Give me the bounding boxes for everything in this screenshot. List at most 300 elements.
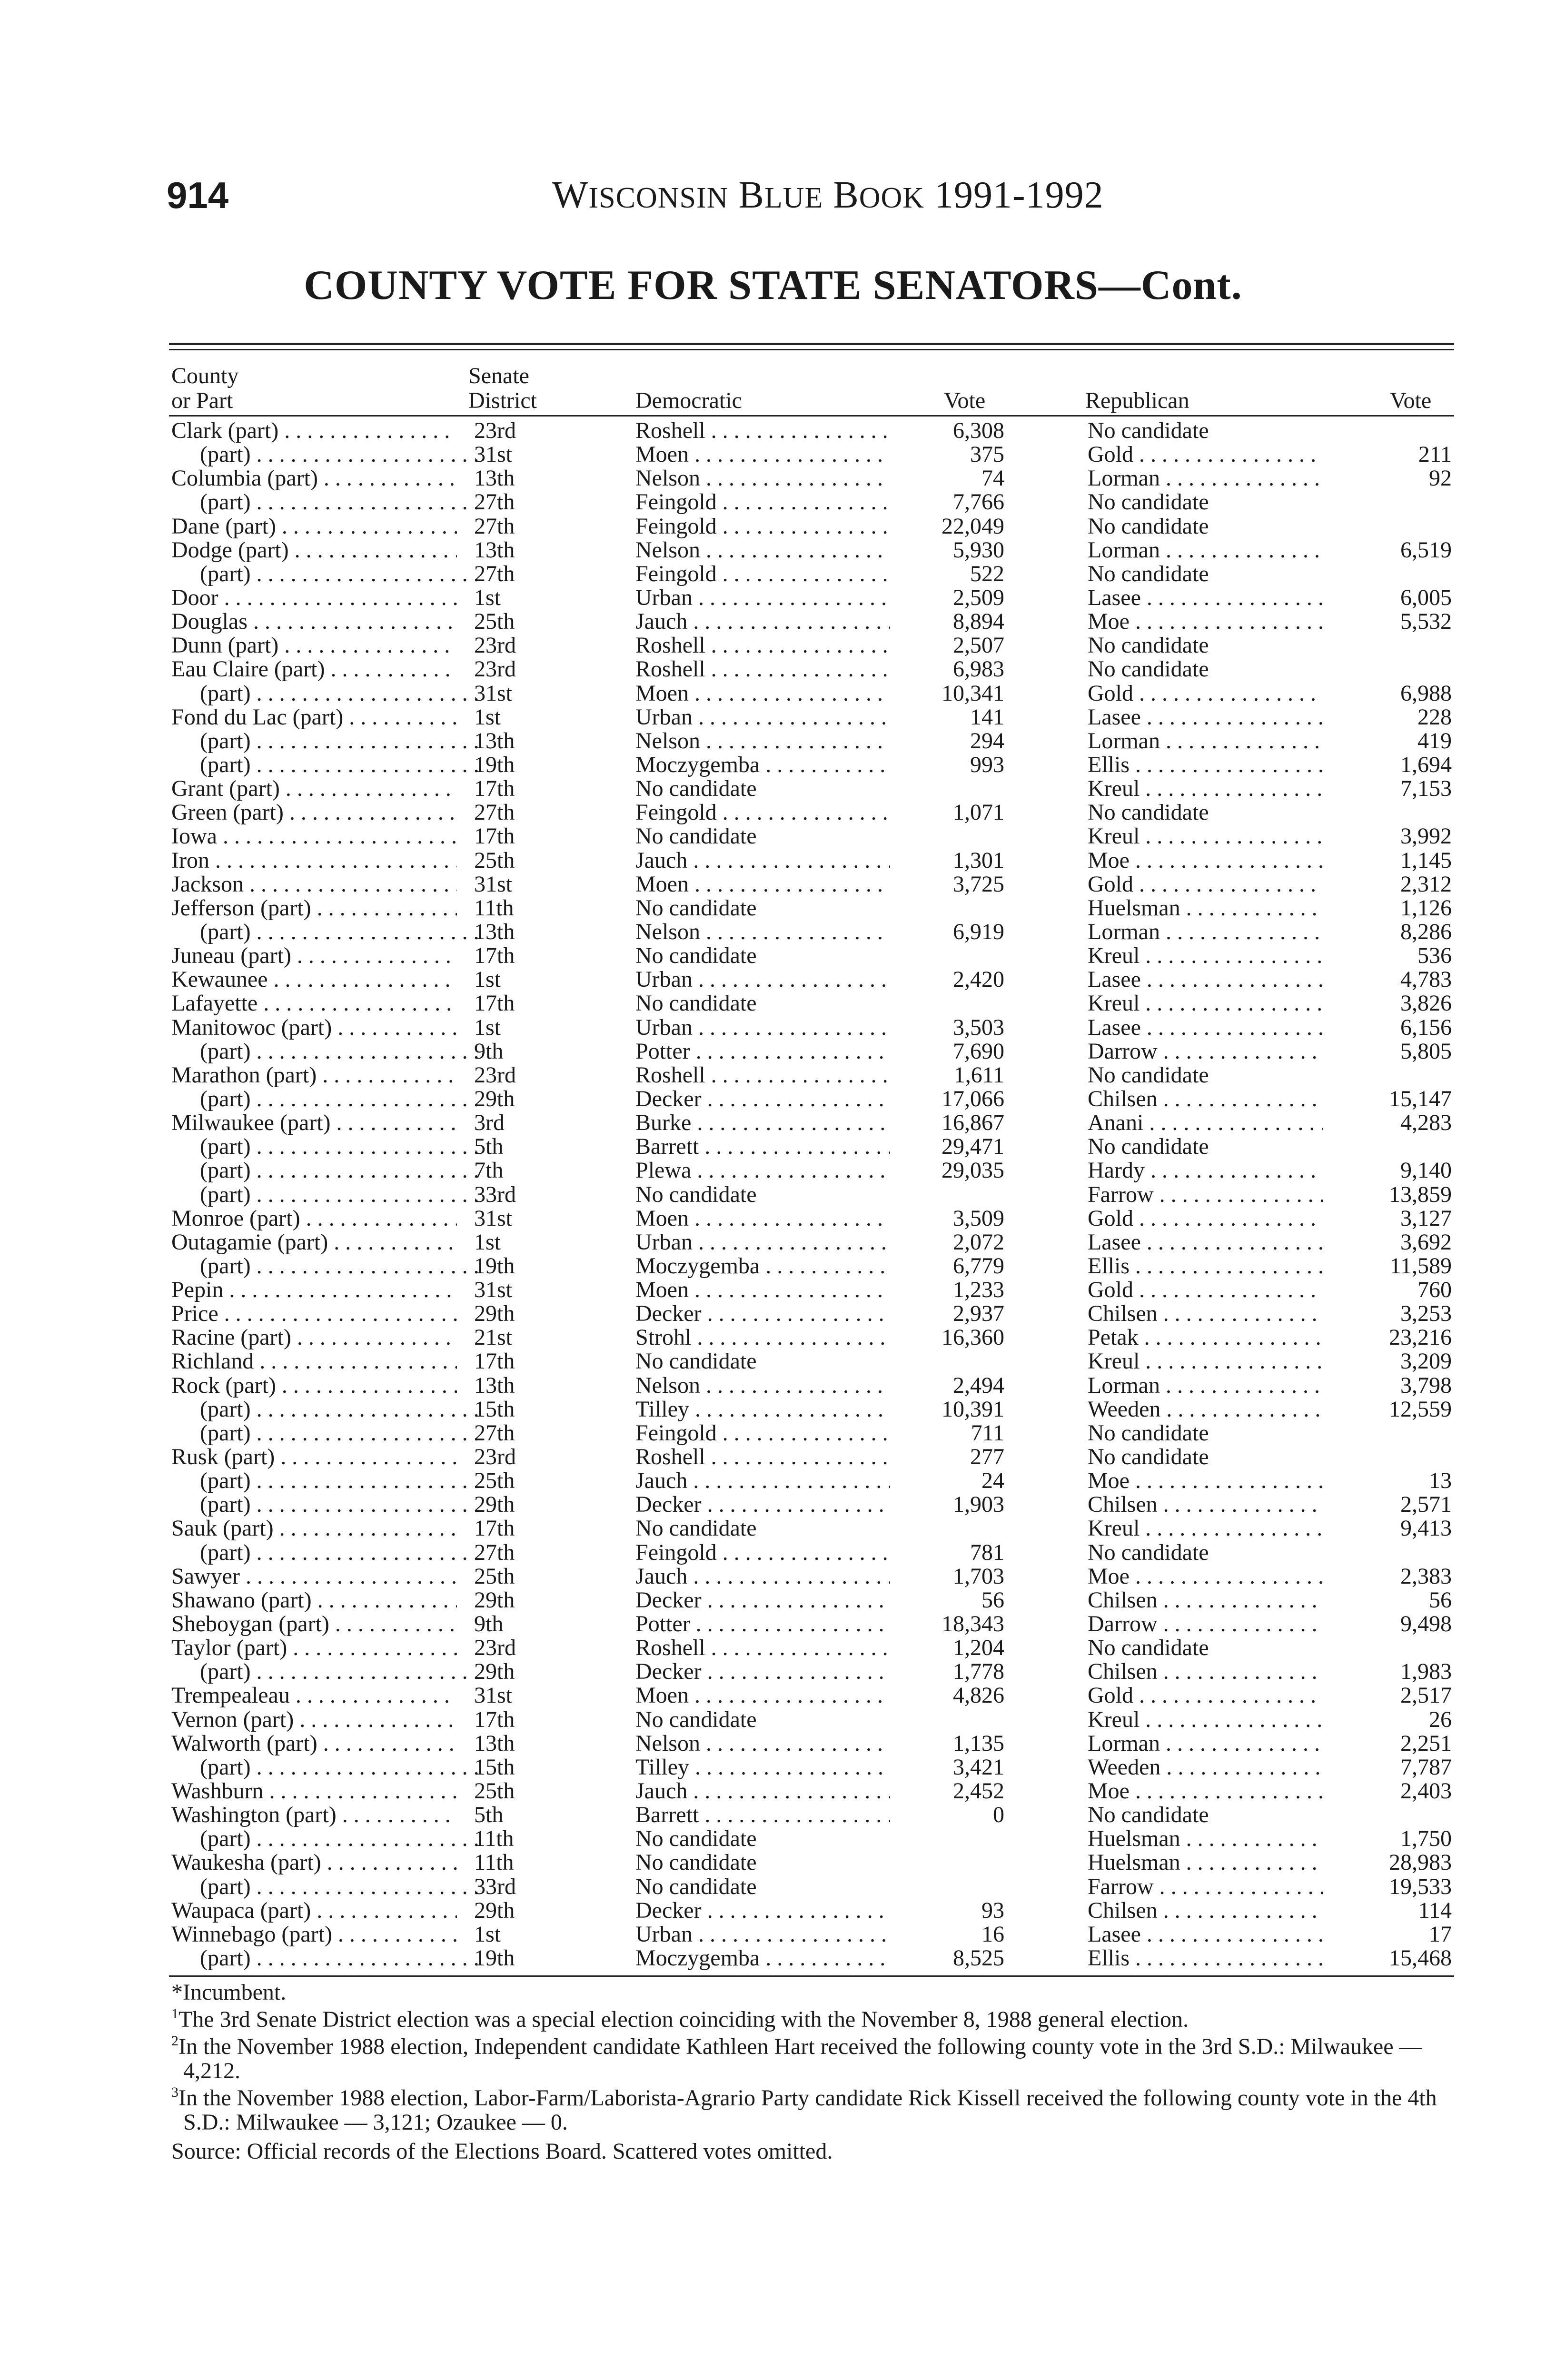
district-cell: 13th: [474, 920, 515, 944]
county-cell: Dane (part) . . .: [171, 515, 457, 538]
table-row: [0, 1374, 1546, 1398]
district-cell: 25th: [474, 1564, 515, 1588]
democratic-vote-cell: 6,779: [890, 1254, 1004, 1278]
republican-vote-cell: 114: [1323, 1899, 1452, 1923]
democratic-candidate-cell: Roshell . . .: [635, 1636, 926, 1660]
democratic-vote-cell: 711: [890, 1421, 1004, 1445]
district-cell: 31st: [474, 443, 513, 467]
table-row: [0, 729, 1546, 753]
county-cell: Walworth (part) . . .: [171, 1732, 457, 1755]
county-cell: (part) . . .: [171, 443, 486, 466]
county-cell: (part) . . .: [171, 1183, 486, 1207]
county-cell: Dunn (part) . . .: [171, 634, 457, 657]
democratic-vote-cell: 10,391: [890, 1398, 1004, 1421]
county-cell: Washington (part) . . .: [171, 1803, 457, 1827]
district-cell: 31st: [474, 1278, 513, 1302]
republican-candidate-cell: Anani . . .: [1088, 1111, 1378, 1135]
district-cell: 3rd: [474, 1111, 505, 1135]
district-cell: 13th: [474, 538, 515, 562]
county-cell: Iron . . .: [171, 849, 457, 873]
district-cell: 27th: [474, 514, 515, 538]
republican-candidate-cell: No candidate: [1088, 657, 1209, 682]
table-row: [0, 1946, 1546, 1970]
republican-vote-cell: 15,147: [1323, 1087, 1452, 1111]
county-cell: Sawyer . . .: [171, 1565, 457, 1588]
democratic-vote-cell: 1,903: [890, 1493, 1004, 1517]
democratic-candidate-cell: Feingold . . .: [635, 1421, 926, 1445]
county-cell: Taylor (part) . . .: [171, 1636, 457, 1660]
table-row: [0, 1565, 1546, 1588]
republican-vote-cell: 9,498: [1323, 1612, 1452, 1636]
table-row: [0, 1135, 1546, 1159]
county-cell: Price . . .: [171, 1302, 457, 1326]
republican-vote-cell: 2,383: [1323, 1565, 1452, 1588]
democratic-vote-cell: 5,930: [890, 538, 1004, 562]
democratic-vote-cell: 18,343: [890, 1612, 1004, 1636]
republican-vote-cell: 2,571: [1323, 1493, 1452, 1517]
republican-vote-cell: 7,153: [1323, 777, 1452, 801]
column-header-republican: Republican: [1085, 388, 1189, 413]
republican-candidate-cell: No candidate: [1088, 490, 1209, 515]
table-row: [0, 1063, 1546, 1087]
table-row: [0, 1421, 1546, 1445]
republican-vote-cell: 8,286: [1323, 920, 1452, 944]
republican-candidate-cell: Kreul . . .: [1088, 777, 1378, 801]
vote-table: [0, 419, 1546, 1970]
county-cell: (part) . . .: [171, 1469, 486, 1493]
democratic-candidate-cell: No candidate: [635, 777, 757, 801]
democratic-vote-cell: 375: [890, 443, 1004, 466]
republican-vote-cell: 1,694: [1323, 753, 1452, 777]
district-cell: 25th: [474, 1779, 515, 1804]
republican-candidate-cell: Kreul . . .: [1088, 1708, 1378, 1732]
republican-candidate-cell: Lasee . . .: [1088, 1230, 1378, 1254]
democratic-candidate-cell: Nelson . . .: [635, 920, 926, 944]
republican-candidate-cell: No candidate: [1088, 514, 1209, 538]
republican-candidate-cell: No candidate: [1088, 562, 1209, 586]
table-row: [0, 1899, 1546, 1923]
republican-vote-cell: 1,145: [1323, 849, 1452, 873]
district-cell: 29th: [474, 1588, 515, 1612]
county-cell: Waupaca (part) . . .: [171, 1899, 457, 1923]
footnote-incumbent: *Incumbent.: [171, 1980, 287, 2005]
democratic-vote-cell: 141: [890, 705, 1004, 729]
table-row: [0, 1230, 1546, 1254]
democratic-vote-cell: 2,452: [890, 1779, 1004, 1803]
democratic-candidate-cell: No candidate: [635, 992, 757, 1016]
county-cell: (part) . . .: [171, 1398, 486, 1421]
district-cell: 1st: [474, 1015, 501, 1040]
district-cell: 1st: [474, 1922, 501, 1946]
republican-vote-cell: 7,787: [1323, 1755, 1452, 1779]
republican-candidate-cell: No candidate: [1088, 634, 1209, 658]
district-cell: 17th: [474, 1349, 515, 1374]
republican-candidate-cell: Lorman . . .: [1088, 1374, 1378, 1398]
republican-candidate-cell: Darrow . . .: [1088, 1612, 1378, 1636]
republican-candidate-cell: Kreul . . .: [1088, 824, 1378, 848]
district-cell: 15th: [474, 1397, 515, 1421]
district-cell: 23rd: [474, 1636, 516, 1660]
table-row: [0, 682, 1546, 705]
republican-candidate-cell: Lorman . . .: [1088, 466, 1378, 490]
democratic-candidate-cell: No candidate: [635, 944, 757, 968]
republican-candidate-cell: Farrow . . .: [1088, 1183, 1378, 1207]
county-cell: Washburn . . .: [171, 1779, 457, 1803]
democratic-vote-cell: 74: [890, 466, 1004, 490]
democratic-vote-cell: 2,494: [890, 1374, 1004, 1398]
democratic-candidate-cell: Jauch . . .: [635, 849, 926, 873]
republican-vote-cell: 3,798: [1323, 1374, 1452, 1398]
county-cell: (part) . . .: [171, 753, 486, 777]
republican-candidate-cell: Gold . . .: [1088, 682, 1378, 705]
county-cell: (part) . . .: [171, 1541, 486, 1565]
democratic-candidate-cell: Nelson . . .: [635, 538, 926, 562]
county-cell: (part) . . .: [171, 1875, 486, 1899]
table-row: [0, 1779, 1546, 1803]
table-row: [0, 443, 1546, 466]
democratic-candidate-cell: Decker . . .: [635, 1087, 926, 1111]
district-cell: 13th: [474, 1373, 515, 1398]
republican-candidate-cell: Huelsman . . .: [1088, 1827, 1378, 1851]
democratic-vote-cell: 3,725: [890, 873, 1004, 896]
democratic-vote-cell: 6,308: [890, 419, 1004, 443]
table-row: [0, 419, 1546, 443]
republican-candidate-cell: Lasee . . .: [1088, 1016, 1378, 1040]
republican-candidate-cell: Kreul . . .: [1088, 1517, 1378, 1540]
district-cell: 11th: [474, 1851, 514, 1875]
republican-candidate-cell: No candidate: [1088, 1540, 1209, 1565]
district-cell: 19th: [474, 1946, 515, 1970]
democratic-candidate-cell: Urban . . .: [635, 968, 926, 992]
republican-candidate-cell: Darrow . . .: [1088, 1040, 1378, 1063]
democratic-vote-cell: 10,341: [890, 682, 1004, 705]
table-row: [0, 1326, 1546, 1349]
democratic-candidate-cell: Roshell . . .: [635, 634, 926, 657]
table-top-rule: [169, 343, 1454, 345]
democratic-vote-cell: 1,778: [890, 1660, 1004, 1684]
republican-vote-cell: 9,413: [1323, 1517, 1452, 1540]
table-row: [0, 1111, 1546, 1135]
district-cell: 19th: [474, 1254, 515, 1278]
page-header: [0, 171, 1546, 219]
democratic-vote-cell: 29,471: [890, 1135, 1004, 1159]
democratic-vote-cell: 29,035: [890, 1159, 1004, 1182]
table-row: [0, 586, 1546, 610]
table-row: [0, 1875, 1546, 1899]
district-cell: 25th: [474, 848, 515, 873]
republican-candidate-cell: Weeden . . .: [1088, 1755, 1378, 1779]
county-cell: (part) . . .: [171, 1254, 486, 1278]
republican-vote-cell: 3,253: [1323, 1302, 1452, 1326]
county-cell: Shawano (part) . . .: [171, 1588, 457, 1612]
county-cell: Juneau (part) . . .: [171, 944, 457, 968]
table-row: [0, 1803, 1546, 1827]
republican-candidate-cell: Moe . . .: [1088, 1565, 1378, 1588]
democratic-vote-cell: 2,420: [890, 968, 1004, 992]
republican-candidate-cell: Petak . . .: [1088, 1326, 1378, 1349]
district-cell: 17th: [474, 824, 515, 849]
democratic-candidate-cell: Moczygemba . . .: [635, 1946, 926, 1970]
democratic-candidate-cell: No candidate: [635, 1851, 757, 1875]
running-head: WISCONSIN BLUE BOOK 1991-1992: [552, 174, 1104, 216]
column-header-democratic: Democratic: [635, 388, 742, 413]
county-cell: Door . . .: [171, 586, 457, 610]
republican-vote-cell: 6,988: [1323, 682, 1452, 705]
district-cell: 23rd: [474, 657, 516, 682]
democratic-candidate-cell: Nelson . . .: [635, 1732, 926, 1755]
republican-candidate-cell: Chilsen . . .: [1088, 1302, 1378, 1326]
democratic-vote-cell: 0: [890, 1803, 1004, 1827]
democratic-candidate-cell: Roshell . . .: [635, 657, 926, 681]
republican-vote-cell: 5,532: [1323, 610, 1452, 634]
democratic-candidate-cell: Plewa . . .: [635, 1159, 926, 1182]
democratic-candidate-cell: Urban . . .: [635, 586, 926, 610]
republican-vote-cell: 23,216: [1323, 1326, 1452, 1349]
republican-vote-cell: 3,992: [1323, 824, 1452, 848]
republican-candidate-cell: Moe . . .: [1088, 610, 1378, 634]
democratic-candidate-cell: No candidate: [635, 896, 757, 920]
democratic-candidate-cell: Jauch . . .: [635, 1779, 926, 1803]
republican-vote-cell: 2,312: [1323, 873, 1452, 896]
county-cell: Richland . . .: [171, 1349, 457, 1373]
district-cell: 27th: [474, 562, 515, 586]
democratic-candidate-cell: Urban . . .: [635, 1016, 926, 1040]
table-row: [0, 1517, 1546, 1540]
table-row: [0, 824, 1546, 848]
republican-candidate-cell: Chilsen . . .: [1088, 1087, 1378, 1111]
democratic-candidate-cell: Jauch . . .: [635, 1565, 926, 1588]
democratic-candidate-cell: Nelson . . .: [635, 1374, 926, 1398]
republican-vote-cell: 26: [1323, 1708, 1452, 1732]
democratic-candidate-cell: No candidate: [635, 1707, 757, 1732]
republican-candidate-cell: Moe . . .: [1088, 1469, 1378, 1493]
district-cell: 7th: [474, 1159, 504, 1183]
column-header-district: Senate District: [468, 363, 537, 413]
table-row: [0, 1445, 1546, 1469]
district-cell: 31st: [474, 1684, 513, 1708]
democratic-candidate-cell: No candidate: [635, 824, 757, 849]
republican-candidate-cell: Huelsman . . .: [1088, 1851, 1378, 1874]
republican-vote-cell: 92: [1323, 466, 1452, 490]
county-cell: Winnebago (part) . . .: [171, 1923, 457, 1946]
republican-candidate-cell: Ellis . . .: [1088, 1254, 1378, 1278]
table-row: [0, 1349, 1546, 1373]
table-row: [0, 562, 1546, 586]
district-cell: 23rd: [474, 1063, 516, 1087]
county-cell: (part) . . .: [171, 1159, 486, 1182]
table-top-rule-thin: [169, 349, 1454, 350]
republican-candidate-cell: Farrow . . .: [1088, 1875, 1378, 1899]
district-cell: 27th: [474, 1540, 515, 1565]
republican-candidate-cell: Lorman . . .: [1088, 729, 1378, 753]
democratic-vote-cell: 2,507: [890, 634, 1004, 657]
republican-vote-cell: 15,468: [1323, 1946, 1452, 1970]
republican-candidate-cell: No candidate: [1088, 419, 1209, 443]
district-cell: 31st: [474, 872, 513, 896]
democratic-candidate-cell: Decker . . .: [635, 1588, 926, 1612]
table-row: [0, 466, 1546, 490]
democratic-candidate-cell: Nelson . . .: [635, 466, 926, 490]
republican-vote-cell: 3,826: [1323, 992, 1452, 1015]
democratic-vote-cell: 16: [890, 1923, 1004, 1946]
republican-candidate-cell: Gold . . .: [1088, 1684, 1378, 1707]
republican-candidate-cell: Chilsen . . .: [1088, 1588, 1378, 1612]
district-cell: 13th: [474, 1731, 515, 1755]
democratic-candidate-cell: Moen . . .: [635, 873, 926, 896]
democratic-vote-cell: 22,049: [890, 515, 1004, 538]
county-cell: (part) . . .: [171, 920, 486, 944]
table-row: [0, 657, 1546, 681]
republican-vote-cell: 11,589: [1323, 1254, 1452, 1278]
democratic-candidate-cell: Strohl . . .: [635, 1326, 926, 1349]
district-cell: 27th: [474, 1421, 515, 1445]
democratic-candidate-cell: Urban . . .: [635, 705, 926, 729]
county-cell: Outagamie (part) . . .: [171, 1230, 457, 1254]
district-cell: 27th: [474, 490, 515, 515]
table-row: [0, 634, 1546, 657]
district-cell: 17th: [474, 1707, 515, 1732]
table-row: [0, 1612, 1546, 1636]
republican-vote-cell: 4,283: [1323, 1111, 1452, 1135]
district-cell: 17th: [474, 992, 515, 1016]
republican-candidate-cell: No candidate: [1088, 1421, 1209, 1445]
democratic-candidate-cell: Moen . . .: [635, 1684, 926, 1707]
democratic-candidate-cell: No candidate: [635, 1517, 757, 1541]
republican-candidate-cell: No candidate: [1088, 1063, 1209, 1087]
republican-candidate-cell: Lorman . . .: [1088, 538, 1378, 562]
democratic-vote-cell: 3,421: [890, 1755, 1004, 1779]
democratic-vote-cell: 93: [890, 1899, 1004, 1923]
republican-candidate-cell: Lorman . . .: [1088, 920, 1378, 944]
district-cell: 25th: [474, 610, 515, 634]
table-row: [0, 944, 1546, 968]
democratic-vote-cell: 294: [890, 729, 1004, 753]
district-cell: 11th: [474, 896, 514, 920]
county-cell: Trempealeau . . .: [171, 1684, 457, 1707]
table-row: [0, 777, 1546, 801]
district-cell: 17th: [474, 944, 515, 968]
county-cell: Rock (part) . . .: [171, 1374, 457, 1398]
district-cell: 31st: [474, 681, 513, 705]
table-row: [0, 1660, 1546, 1684]
county-cell: (part) . . .: [171, 490, 486, 514]
county-cell: (part) . . .: [171, 682, 486, 705]
democratic-vote-cell: 7,690: [890, 1040, 1004, 1063]
democratic-vote-cell: 4,826: [890, 1684, 1004, 1707]
county-cell: Marathon (part) . . .: [171, 1063, 457, 1087]
democratic-candidate-cell: Urban . . .: [635, 1230, 926, 1254]
republican-vote-cell: 1,983: [1323, 1660, 1452, 1684]
district-cell: 17th: [474, 1517, 515, 1541]
democratic-vote-cell: 8,525: [890, 1946, 1004, 1970]
district-cell: 33rd: [474, 1874, 516, 1899]
republican-vote-cell: 12,559: [1323, 1398, 1452, 1421]
table-row: [0, 1016, 1546, 1040]
democratic-vote-cell: 1,301: [890, 849, 1004, 873]
democratic-candidate-cell: Nelson . . .: [635, 729, 926, 753]
democratic-candidate-cell: Moczygemba . . .: [635, 753, 926, 777]
district-cell: 29th: [474, 1660, 515, 1684]
county-cell: Iowa . . .: [171, 824, 457, 848]
table-row: [0, 1254, 1546, 1278]
republican-vote-cell: 6,156: [1323, 1016, 1452, 1040]
county-cell: (part) . . .: [171, 1660, 486, 1684]
district-cell: 1st: [474, 1230, 501, 1254]
democratic-vote-cell: 1,135: [890, 1732, 1004, 1755]
table-row: [0, 1708, 1546, 1732]
district-cell: 23rd: [474, 1445, 516, 1469]
county-cell: (part) . . .: [171, 1135, 486, 1159]
republican-vote-cell: 56: [1323, 1588, 1452, 1612]
district-cell: 11th: [474, 1827, 514, 1851]
democratic-vote-cell: 8,894: [890, 610, 1004, 634]
democratic-candidate-cell: Feingold . . .: [635, 490, 926, 514]
table-row: [0, 801, 1546, 824]
district-cell: 1st: [474, 968, 501, 992]
table-row: [0, 1183, 1546, 1207]
table-row: [0, 1398, 1546, 1421]
column-header-county: County or Part: [171, 363, 239, 413]
county-cell: (part) . . .: [171, 1946, 486, 1970]
district-cell: 29th: [474, 1087, 515, 1111]
democratic-candidate-cell: Feingold . . .: [635, 1541, 926, 1565]
republican-candidate-cell: Lasee . . .: [1088, 968, 1378, 992]
county-cell: Rusk (part) . . .: [171, 1445, 457, 1469]
district-cell: 17th: [474, 777, 515, 801]
district-cell: 25th: [474, 1469, 515, 1493]
republican-vote-cell: 3,692: [1323, 1230, 1452, 1254]
table-row: [0, 1040, 1546, 1063]
table-row: [0, 896, 1546, 920]
table-row: [0, 1278, 1546, 1302]
democratic-candidate-cell: Potter . . .: [635, 1040, 926, 1063]
republican-candidate-cell: Kreul . . .: [1088, 992, 1378, 1015]
democratic-vote-cell: 1,233: [890, 1278, 1004, 1302]
democratic-candidate-cell: Moen . . .: [635, 682, 926, 705]
republican-candidate-cell: Ellis . . .: [1088, 753, 1378, 777]
democratic-candidate-cell: Moen . . .: [635, 1278, 926, 1302]
republican-vote-cell: 228: [1323, 705, 1452, 729]
democratic-candidate-cell: Potter . . .: [635, 1612, 926, 1636]
republican-candidate-cell: Chilsen . . .: [1088, 1493, 1378, 1517]
county-cell: (part) . . .: [171, 729, 486, 753]
district-cell: 13th: [474, 466, 515, 491]
footnotes: [171, 1980, 1457, 2166]
footnote-3: $^3$In the November 1988 election, Labor-Farm/Laborista-Agrario Party candidate Rick Kissell received the following county vote in the 4th S.D.: Milwaukee — 3,121; Ozaukee — 0.: [171, 2084, 1437, 2135]
democratic-vote-cell: 781: [890, 1541, 1004, 1565]
republican-vote-cell: 13,859: [1323, 1183, 1452, 1207]
district-cell: 9th: [474, 1612, 504, 1636]
republican-candidate-cell: Moe . . .: [1088, 1779, 1378, 1803]
district-cell: 33rd: [474, 1182, 516, 1207]
democratic-vote-cell: 24: [890, 1469, 1004, 1493]
republican-vote-cell: 536: [1323, 944, 1452, 968]
source-note: Source: Official records of the Elections Board. Scattered votes omitted.: [171, 2139, 833, 2164]
county-cell: Douglas . . .: [171, 610, 457, 634]
democratic-candidate-cell: Urban . . .: [635, 1923, 926, 1946]
county-cell: Pepin . . .: [171, 1278, 457, 1302]
democratic-candidate-cell: No candidate: [635, 1349, 757, 1374]
county-cell: Columbia (part) . . .: [171, 466, 457, 490]
footnote-1: $^1$The 3rd Senate District election was a special election coinciding with the November 8, 1988 general election.: [171, 2006, 1189, 2032]
county-cell: (part) . . .: [171, 1493, 486, 1517]
republican-candidate-cell: No candidate: [1088, 1445, 1209, 1469]
democratic-candidate-cell: Decker . . .: [635, 1660, 926, 1684]
table-row: [0, 1923, 1546, 1946]
page-number: 914: [167, 174, 229, 216]
democratic-candidate-cell: Moczygemba . . .: [635, 1254, 926, 1278]
county-cell: Monroe (part) . . .: [171, 1207, 457, 1230]
